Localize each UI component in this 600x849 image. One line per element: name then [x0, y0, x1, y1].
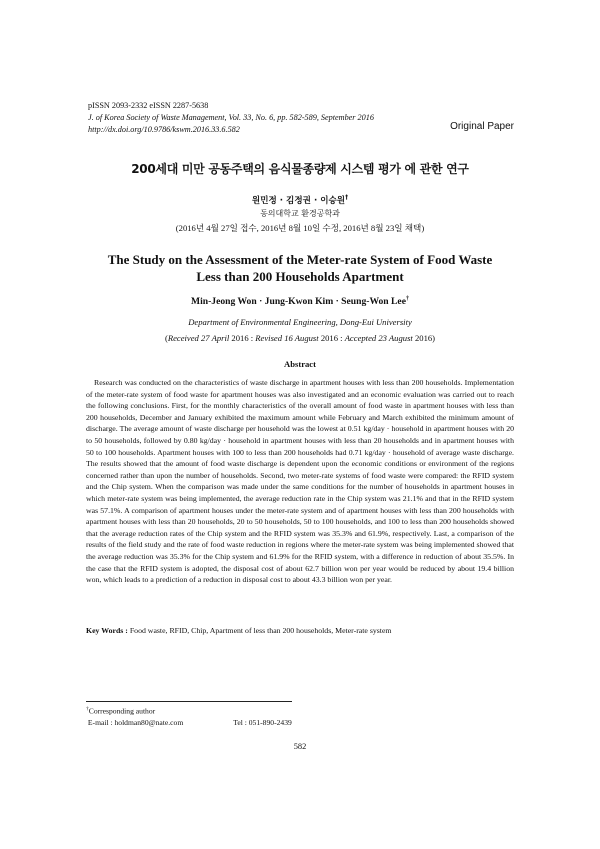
corresponding-mark: † — [86, 706, 89, 712]
keywords — [86, 626, 514, 635]
korean-authors — [0, 194, 600, 206]
korean-author-names: 원민정 · 김정권 · 이승원 — [251, 196, 346, 206]
author-email[interactable]: E-mail : holdman80@nate.com — [87, 717, 184, 727]
page-number: 582 — [293, 742, 307, 751]
contact-line — [86, 717, 292, 728]
english-author-mark: † — [405, 296, 409, 302]
corresponding-author — [86, 704, 292, 717]
keywords-text: Food waste, RFID, Chip, Apartment of less than 200 households, Meter-rate system — [129, 626, 392, 635]
doi-link[interactable]: http://dx.doi.org/10.9786/kswm.2016.33.6.582 — [88, 125, 240, 134]
korean-dates: (2016년 4월 27일 접수, 2016년 8월 10일 수정, 2016년 8월 23일 채택) — [175, 223, 425, 233]
english-author-names: Min-Jeong Won · Jung-Kwon Kim · Seung-Won Lee — [191, 296, 406, 308]
footnote-divider — [86, 701, 292, 702]
accepted-year: 2016) — [414, 333, 436, 343]
english-title — [0, 251, 600, 285]
issn-line: pISSN 2093-2332 eISSN 2287-5638 — [88, 101, 209, 110]
accepted-label: Accepted — [344, 333, 377, 343]
received-date: 27 April — [201, 333, 230, 343]
revised-label: Revised — [255, 333, 283, 343]
journal-citation: J. of Korea Society of Waste Management, Vol. 33, No. 6, pp. 582-589, September 2016 — [88, 113, 374, 122]
dates-open-paren: ( — [164, 333, 168, 343]
english-dates — [0, 333, 600, 343]
accepted-date: 23 August — [378, 333, 413, 343]
korean-title: 200세대 미만 공동주택의 음식물종량제 시스템 평가 에 관한 연구 — [131, 162, 469, 176]
journal-header — [88, 100, 374, 136]
english-affiliation: Department of Environmental Engineering, Dong-Eui University — [188, 317, 412, 327]
received-label: Received — [167, 333, 199, 343]
footnote — [86, 704, 292, 728]
english-authors — [0, 296, 600, 307]
revised-year: 2016 : — [320, 333, 345, 343]
abstract-heading: Abstract — [284, 359, 316, 369]
article-type-label: Original Paper — [450, 121, 514, 132]
received-year: 2016 : — [231, 333, 256, 343]
english-title-line-1: The Study on the Assessment of the Meter-rate System of Food Waste — [107, 252, 493, 267]
author-tel: Tel : 051-890-2439 — [233, 717, 292, 727]
korean-author-mark: † — [345, 194, 349, 202]
english-title-line-2: Less than 200 Households Apartment — [196, 269, 404, 284]
abstract-body: Research was conducted on the characteristics of waste discharge in apartment houses with less than 200 households. Implementation of the meter-rate system of food waste for apartment houses was also investigated and an economic evaluation was carried out to reach the following conclusions. First, for the monthly characteristics of the overall amount of food waste in apartment houses with less than 200 households, December and January exhibited the maximum amount while February and March exhibited the minimum amount of discharge. The average amount of waste discharge per household was the lowest at 0.51 kg/day · household in apartment houses with 20 to 50 households, followed by 0.80 kg/day · household in apartment houses with less than 20 households and in apartment houses with 50 to 100 households. Apartment houses with 100 to less than 200 households had 0.71 kg/day · household of average waste discharge. The results showed that the amount of food waste discharge is dependent upon the economic conditions or environment of the regions concerned rather than upon the number of households. Second, two meter-rate systems of food waste were compared: the RFID system and the Chip system. When the comparison was made under the same conditions for the number of households in apartment houses in which meter-rate system was being implemented, the average reduction rate in the Chip system was 21.1% and that in the RFID system was 57.1%. A comparison of apartment houses under the meter-rate system and of apartment houses with less than 200 households with apartment houses with less than 20 households, 20 to 50 households, 50 to 100 households, and 100 to less than 200 households showed that the average reduction rates of the Chip system and the RFID system was 35.3% and 61.9%, respectively. Last, a comparison of the results of the field study and the rate of food waste reduction in regions where the meter-rate system was being implemented showed that the average reduction was 35.3% for the Chip system and 61.9% for the RFID system, with a difference in reduction of about 35.5%. In the case that the RFID system is adopted, the disposal cost of about 62.7 billion won per year would be reduced by about 19.4 billion won, which leads to a prediction of a reduction in disposal cost to about 43.3 billion won per year. — [86, 378, 514, 585]
corresponding-label: Corresponding author — [88, 706, 156, 716]
korean-affiliation: 동의대학교 환경공학과 — [260, 209, 340, 218]
revised-date: 16 August — [284, 333, 319, 343]
keywords-label: Key Words : — [86, 626, 130, 635]
